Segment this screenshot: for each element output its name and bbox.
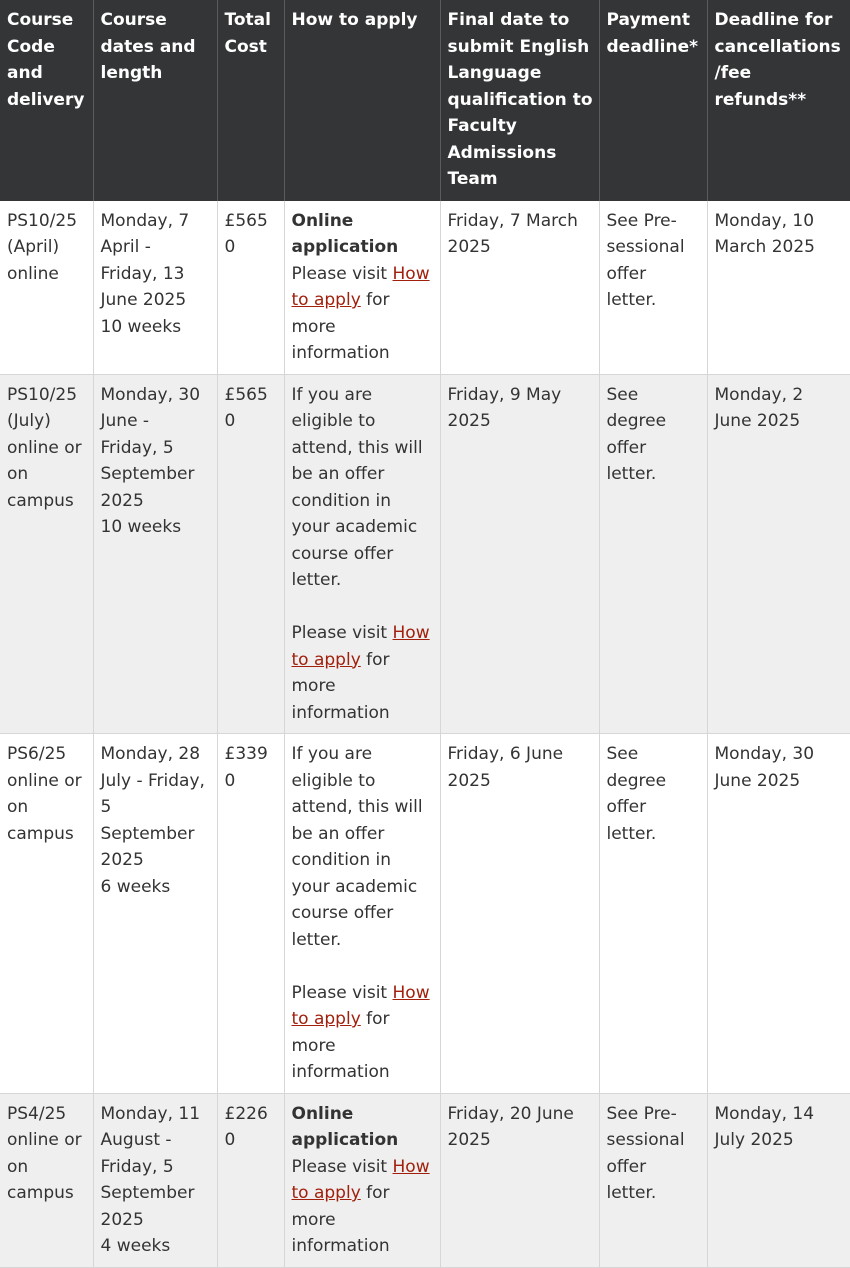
total-cost-cell: £5650: [217, 201, 284, 375]
course-length: 10 weeks: [100, 517, 182, 537]
how-to-apply-link[interactable]: How to apply: [291, 982, 430, 1029]
header-how-to-apply: How to apply: [284, 0, 440, 201]
course-length: 10 weeks: [100, 316, 182, 337]
how-to-apply-link[interactable]: How to apply: [291, 1156, 430, 1203]
cancellation-deadline-cell: Monday, 30 June 2025: [707, 734, 850, 1094]
course-length: 4 weeks: [100, 1236, 171, 1256]
apply-heading: Online application: [291, 1103, 399, 1150]
course-dates-cell: [93, 734, 217, 1094]
cancellation-deadline-cell: Monday, 14 July 2025: [707, 1093, 850, 1267]
header-course-dates: Course dates and length: [93, 0, 217, 201]
table-row: [0, 1093, 850, 1267]
header-cancellation-deadline: Deadline for cancellations /fee refunds**: [707, 0, 850, 201]
header-total-cost: Total Cost: [217, 0, 284, 201]
how-to-apply-link[interactable]: How to apply: [291, 263, 430, 310]
header-row: [0, 0, 850, 201]
course-dates: Monday, 30 June - Friday, 5 September 2025: [100, 384, 201, 511]
how-to-apply-cell: [284, 1093, 440, 1267]
course-dates-cell: [93, 201, 217, 375]
course-dates: Monday, 7 April - Friday, 13 June 2025: [100, 210, 190, 310]
total-cost-cell: £2260: [217, 1093, 284, 1267]
header-payment-deadline: Payment deadline*: [599, 0, 707, 201]
english-deadline-cell: Friday, 20 June 2025: [440, 1093, 599, 1267]
how-to-apply-cell: [284, 734, 440, 1094]
english-deadline-cell: Friday, 9 May 2025: [440, 374, 599, 734]
visit-prefix: Please visit: [291, 982, 388, 1003]
course-dates-cell: [93, 374, 217, 734]
total-cost-cell: £3390: [217, 734, 284, 1094]
paragraph-gap: [292, 594, 434, 621]
visit-suffix: for more information: [291, 649, 390, 723]
apply-heading: Online application: [291, 210, 399, 257]
apply-text: If you are eligible to attend, this will be an offer condition in your academic course offer letter.: [291, 744, 423, 950]
how-to-apply-cell: [284, 201, 440, 375]
cancellation-deadline-cell: Monday, 2 June 2025: [707, 374, 850, 734]
table-row: [0, 374, 850, 734]
how-to-apply-cell: [284, 374, 440, 734]
table-row: [0, 201, 850, 375]
visit-suffix: for more information: [291, 1009, 390, 1082]
how-to-apply-link[interactable]: How to apply: [291, 623, 430, 670]
visit-prefix: Please visit: [291, 623, 388, 643]
course-dates: Monday, 28 July - Friday, 5 September 2025: [100, 744, 205, 870]
apply-text: If you are eligible to attend, this will be an offer condition in your academic course offer letter.: [291, 384, 423, 590]
total-cost-cell: £5650: [217, 374, 284, 734]
visit-suffix: for more information: [291, 290, 390, 363]
payment-deadline-cell: See degree offer letter.: [599, 734, 707, 1094]
english-deadline-cell: Friday, 6 June 2025: [440, 734, 599, 1094]
table-row: [0, 734, 850, 1094]
visit-prefix: Please visit: [291, 263, 388, 284]
table-header: [0, 0, 850, 201]
course-length: 6 weeks: [100, 876, 171, 897]
course-dates-cell: [93, 1093, 217, 1267]
course-code-cell: PS10/25 (April) online: [0, 201, 93, 375]
course-code-cell: PS4/25 online or on campus: [0, 1093, 93, 1267]
table-body: [0, 201, 850, 1268]
course-dates: Monday, 11 August - Friday, 5 September 2025: [100, 1103, 201, 1230]
course-code-cell: PS6/25 online or on campus: [0, 734, 93, 1094]
english-deadline-cell: Friday, 7 March 2025: [440, 201, 599, 375]
course-code-cell: PS10/25 (July) online or on campus: [0, 374, 93, 734]
cancellation-deadline-cell: Monday, 10 March 2025: [707, 201, 850, 375]
visit-suffix: for more information: [291, 1183, 390, 1256]
payment-deadline-cell: See degree offer letter.: [599, 374, 707, 734]
header-english-deadline: Final date to submit English Language qualification to Faculty Admissions Team: [440, 0, 599, 201]
paragraph-gap: [292, 953, 434, 980]
visit-prefix: Please visit: [291, 1156, 388, 1177]
payment-deadline-cell: See Pre-sessional offer letter.: [599, 1093, 707, 1267]
header-course-code: Course Code and delivery: [0, 0, 93, 201]
payment-deadline-cell: See Pre-sessional offer letter.: [599, 201, 707, 375]
